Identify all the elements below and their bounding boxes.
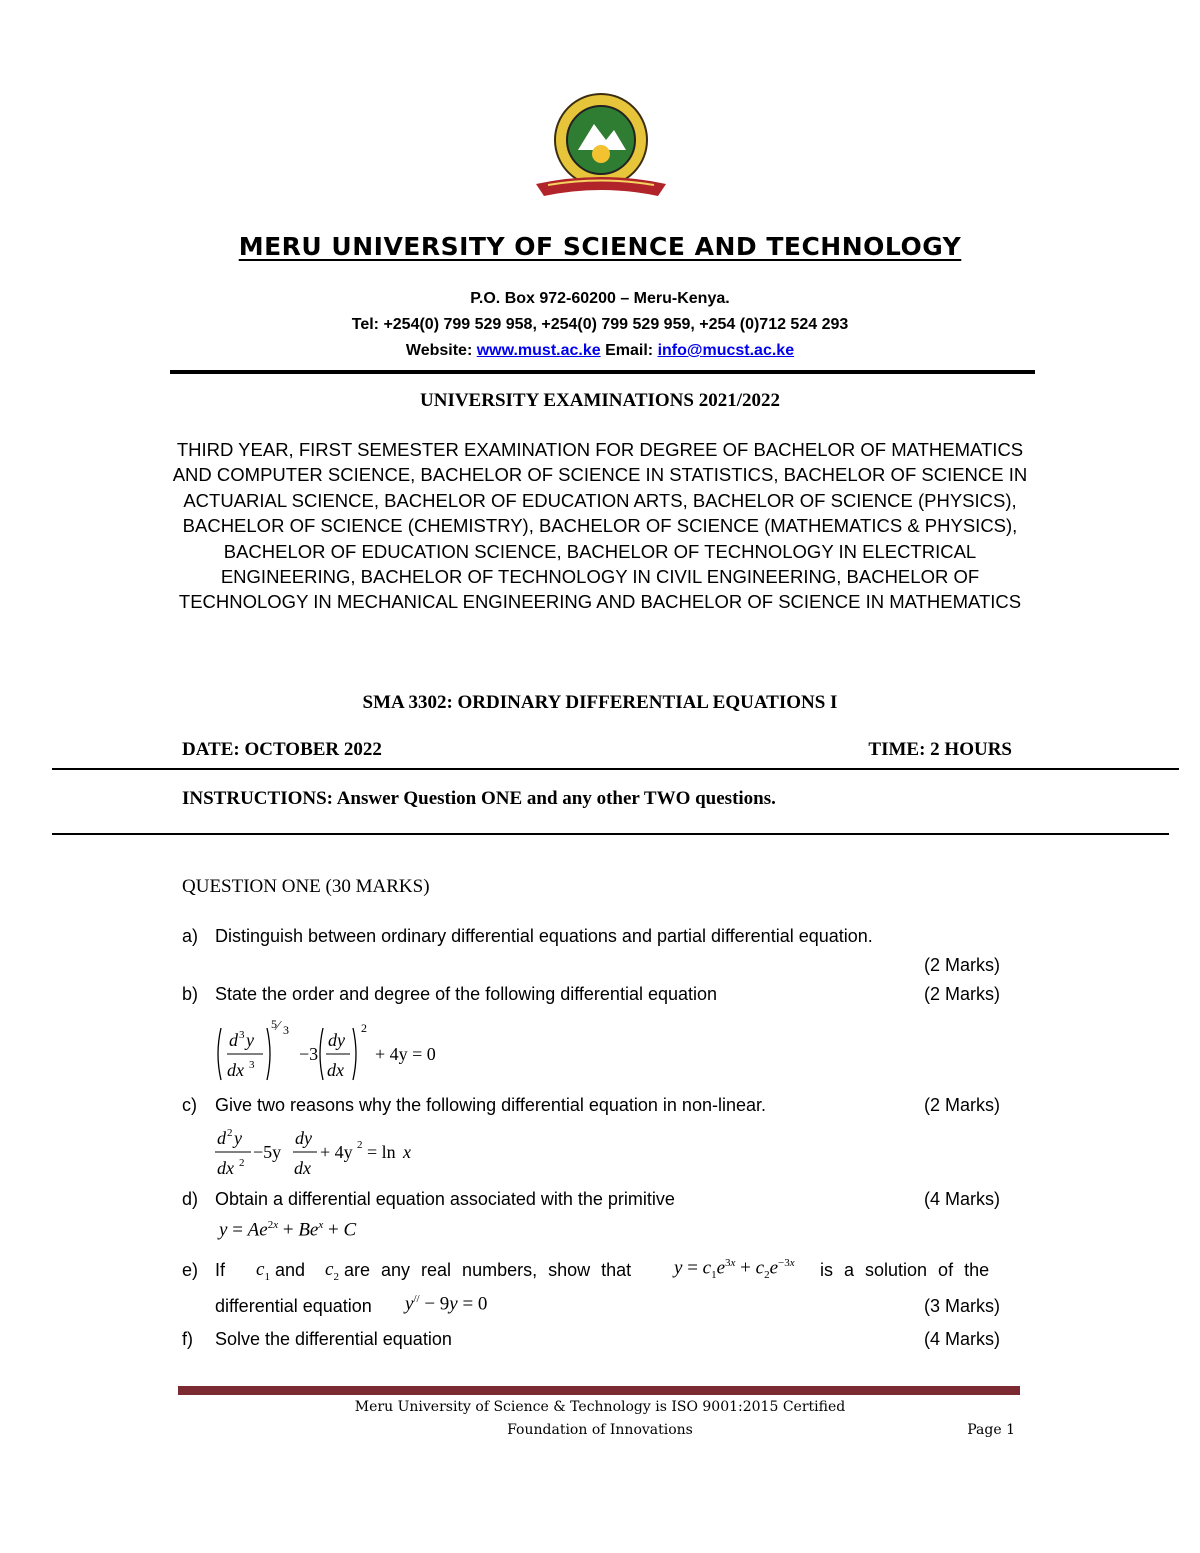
svg-text:3: 3 bbox=[283, 1023, 289, 1037]
website-link[interactable]: www.must.ac.ke bbox=[476, 342, 601, 359]
svg-text:y: y bbox=[246, 1030, 254, 1050]
c1-symbol: $c_1$ bbox=[256, 1259, 270, 1283]
part-marks: (3 Marks) bbox=[924, 1296, 1000, 1316]
part-letter: e) bbox=[182, 1260, 199, 1280]
svg-text:y: y bbox=[234, 1128, 242, 1148]
footer-bar bbox=[178, 1386, 1020, 1395]
part-text: Distinguish between ordinary differential equations and partial differential equation. bbox=[215, 926, 873, 946]
page-number: Page 1 bbox=[967, 1422, 1015, 1438]
exam-title: UNIVERSITY EXAMINATIONS 2021/2022 bbox=[420, 390, 780, 411]
svg-text:dx: dx bbox=[327, 1060, 344, 1080]
exam-time: TIME: 2 HOURS bbox=[868, 739, 1012, 760]
email-link[interactable]: info@mucst.ac.ke bbox=[657, 342, 795, 359]
part-letter: b) bbox=[182, 984, 199, 1004]
part-letter: f) bbox=[182, 1329, 193, 1349]
instructions-text: Answer Question ONE and any other TWO questions. bbox=[336, 788, 776, 809]
equation-e: y// − 9y = 0 bbox=[405, 1293, 488, 1315]
web-contact bbox=[0, 342, 1200, 360]
programmes-list: THIRD YEAR, FIRST SEMESTER EXAMINATION FOR DEGREE OF BACHELOR OF MATHEMATICS AND COMPUTER SCIENCE, BACHELOR OF SCIENCE IN STATISTICS, BACHELOR OF SCIENCE IN ACTUARIAL SCIENCE, BACHELOR OF EDUCATION ARTS, BACHELOR OF SCIENCE (PHYSICS), BACHELOR OF SCIENCE (CHEMISTRY), BACHELOR OF SCIENCE (MATHEMATICS & PHYSICS), BACHELOR OF EDUCATION SCIENCE, BACHELOR OF TECHNOLOGY IN ELECTRICAL ENGINEERING, BACHELOR OF TECHNOLOGY IN CIVIL ENGINEERING, BACHELOR OF TECHNOLOGY IN MECHANICAL ENGINEERING AND BACHELOR OF SCIENCE IN MATHEMATICS bbox=[172, 439, 1028, 613]
university-crest-icon bbox=[526, 92, 676, 204]
part-text-and: and bbox=[275, 1260, 306, 1280]
part-text-middle: are any real numbers, show that bbox=[344, 1260, 632, 1280]
instructions-divider bbox=[52, 833, 1169, 835]
c2-symbol: $c_2$ bbox=[325, 1259, 339, 1283]
svg-text:+ 4y: + 4y bbox=[320, 1142, 353, 1162]
part-marks: (2 Marks) bbox=[924, 1095, 1000, 1115]
telephone: Tel: +254(0) 799 529 958, +254(0) 799 529 959, +254 (0)712 524 293 bbox=[351, 316, 849, 333]
svg-text:dx: dx bbox=[217, 1158, 234, 1178]
svg-text:⁄: ⁄ bbox=[277, 1019, 280, 1034]
part-marks: (2 Marks) bbox=[924, 984, 1000, 1004]
header-divider bbox=[170, 370, 1035, 374]
part-marks: (2 Marks) bbox=[924, 955, 1000, 975]
part-text: State the order and degree of the following differential equation bbox=[215, 984, 718, 1004]
svg-text:3: 3 bbox=[249, 1059, 255, 1071]
svg-text:2: 2 bbox=[361, 1021, 367, 1035]
svg-text:x: x bbox=[403, 1142, 411, 1162]
part-letter: c) bbox=[182, 1095, 197, 1115]
university-name: MERU UNIVERSITY OF SCIENCE AND TECHNOLOGY bbox=[238, 232, 962, 261]
instructions-label: INSTRUCTIONS: bbox=[182, 788, 333, 809]
svg-text:+ 4y = 0: + 4y = 0 bbox=[375, 1044, 436, 1064]
svg-text:3: 3 bbox=[239, 1029, 245, 1041]
equation-e-solution: $y = c_1e^{3x} + c_2e^{-3x}$ bbox=[674, 1257, 795, 1282]
part-text: Solve the differential equation bbox=[215, 1329, 452, 1349]
part-text: Obtain a differential equation associated with the primitive bbox=[215, 1189, 675, 1209]
footer-certification: Meru University of Science & Technology is ISO 9001:2015 Certified bbox=[354, 1399, 846, 1415]
svg-text:= ln: = ln bbox=[367, 1142, 396, 1162]
part-text: Give two reasons why the following differential equation in non-linear. bbox=[215, 1095, 766, 1115]
part-text-de: differential equation bbox=[215, 1296, 372, 1316]
svg-text:dy: dy bbox=[295, 1128, 312, 1148]
address: P.O. Box 972-60200 – Meru-Kenya. bbox=[470, 290, 730, 307]
svg-text:2: 2 bbox=[357, 1139, 363, 1151]
equation-c bbox=[215, 1124, 455, 1188]
instructions bbox=[182, 788, 776, 810]
part-letter: a) bbox=[182, 926, 199, 946]
footer-motto: Foundation of Innovations bbox=[507, 1422, 693, 1438]
svg-text:2: 2 bbox=[239, 1157, 245, 1169]
svg-text:dx: dx bbox=[294, 1158, 311, 1178]
equation-d: $y = Ae^{2x} + Be^x + C$ bbox=[219, 1219, 357, 1241]
equation-b bbox=[215, 1014, 475, 1092]
part-marks: (4 Marks) bbox=[924, 1189, 1000, 1209]
part-letter: d) bbox=[182, 1189, 199, 1209]
exam-date: DATE: OCTOBER 2022 bbox=[182, 739, 382, 760]
email-label: Email: bbox=[605, 342, 654, 359]
svg-text:d: d bbox=[217, 1128, 226, 1148]
svg-text:dy: dy bbox=[328, 1030, 345, 1050]
svg-text:5: 5 bbox=[271, 1017, 277, 1031]
part-text-if: If bbox=[215, 1260, 226, 1280]
part-marks: (4 Marks) bbox=[924, 1329, 1000, 1349]
svg-text:d: d bbox=[229, 1030, 238, 1050]
website-label: Website: bbox=[405, 342, 473, 359]
part-text-solution: is a solution of the bbox=[820, 1260, 990, 1280]
question-one-heading: QUESTION ONE (30 MARKS) bbox=[182, 876, 430, 897]
date-divider bbox=[52, 768, 1179, 770]
course-title: SMA 3302: ORDINARY DIFFERENTIAL EQUATIONS I bbox=[362, 692, 838, 713]
svg-text:−5y: −5y bbox=[253, 1142, 282, 1162]
svg-text:2: 2 bbox=[227, 1127, 233, 1139]
svg-text:dx: dx bbox=[227, 1060, 244, 1080]
svg-text:−3: −3 bbox=[299, 1044, 319, 1064]
